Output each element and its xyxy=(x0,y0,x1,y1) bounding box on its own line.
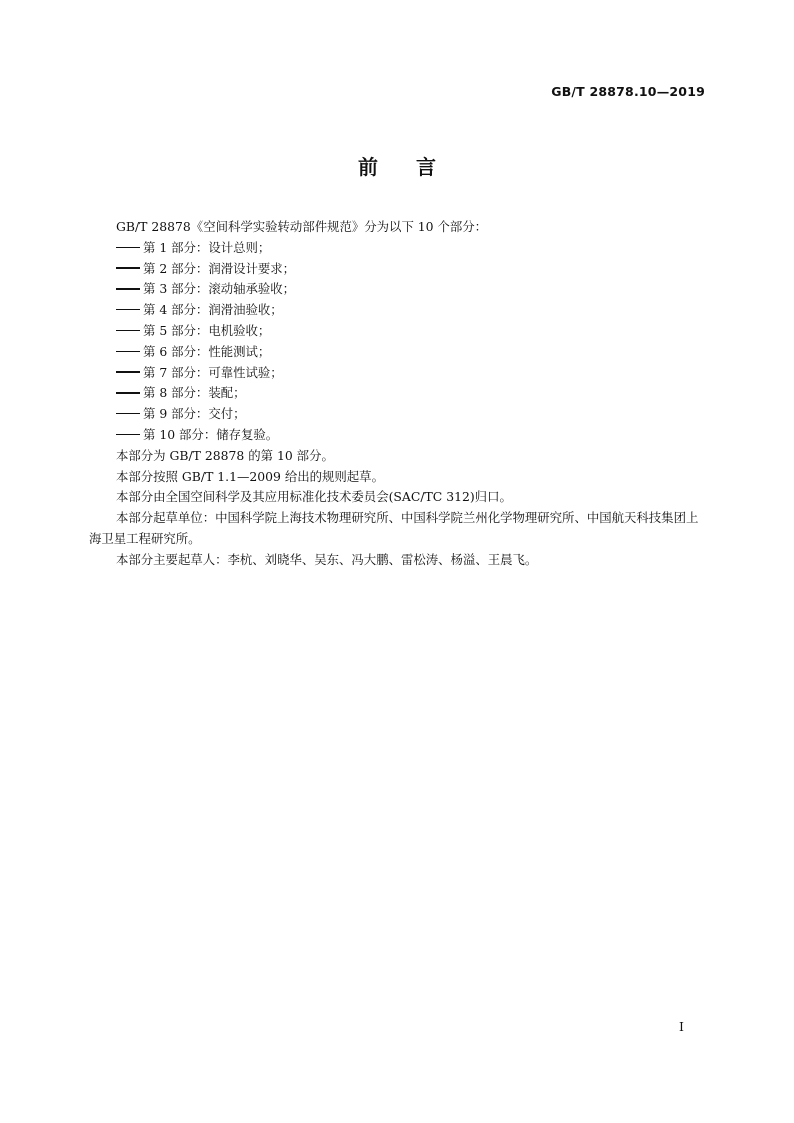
em-dash-mark xyxy=(116,392,140,394)
intro-paragraph: GB/T 28878《空间科学实验转动部件规范》分为以下 10 个部分： xyxy=(116,219,488,234)
list-item-label: 第 10 部分：储存复验。 xyxy=(143,426,279,442)
em-dash-mark xyxy=(116,247,140,249)
list-item-label: 第 6 部分：性能测试； xyxy=(143,343,271,359)
em-dash-mark xyxy=(116,413,140,415)
page-number: I xyxy=(679,1019,684,1034)
drafting-units-paragraph: 本部分起草单位：中国科学院上海技术物理研究所、中国科学院兰州化学物理研究所、中国航天科技集团上海卫星工程研究所。 xyxy=(89,510,699,546)
list-item-part-7 xyxy=(89,363,705,384)
em-dash-mark xyxy=(116,434,140,436)
list-item-part-9 xyxy=(89,404,705,425)
list-item-part-3 xyxy=(89,279,705,300)
list-item-label: 第 1 部分：设计总则； xyxy=(143,239,271,255)
em-dash-mark xyxy=(116,330,140,332)
list-item-part-6 xyxy=(89,342,705,363)
em-dash-mark xyxy=(116,309,140,311)
part-statement-paragraph: 本部分为 GB/T 28878 的第 10 部分。 xyxy=(116,447,334,463)
em-dash-mark xyxy=(116,288,140,290)
page-title: 前言 xyxy=(358,155,474,179)
list-item-part-8 xyxy=(89,383,705,404)
list-item-label: 第 2 部分：润滑设计要求； xyxy=(143,260,296,276)
list-item-label: 第 4 部分：润滑油验收； xyxy=(143,302,283,318)
standard-number: GB/T 28878.10—2019 xyxy=(551,84,705,99)
drafters-paragraph: 本部分主要起草人：李杭、刘晓华、吴东、冯大鹏、雷松涛、杨溢、王晨飞。 xyxy=(116,551,538,567)
list-item-label: 第 3 部分：滚动轴承验收； xyxy=(143,281,296,297)
list-item-part-2 xyxy=(89,259,705,280)
list-item-part-10 xyxy=(89,425,705,446)
list-item-part-5 xyxy=(89,321,705,342)
em-dash-mark xyxy=(116,351,140,353)
drafting-rules-paragraph: 本部分按照 GB/T 1.1—2009 给出的规则起草。 xyxy=(116,468,384,484)
list-item-label: 第 9 部分：交付； xyxy=(143,406,246,422)
em-dash-mark xyxy=(116,267,140,269)
list-item-label: 第 8 部分：装配； xyxy=(143,385,246,401)
list-item-part-4 xyxy=(89,300,705,321)
list-item-label: 第 7 部分：可靠性试验； xyxy=(143,364,283,380)
list-item-label: 第 5 部分：电机验收； xyxy=(143,322,271,338)
em-dash-mark xyxy=(116,371,140,373)
committee-paragraph: 本部分由全国空间科学及其应用标准化技术委员会(SAC/TC 312)归口。 xyxy=(116,489,512,505)
list-item-part-1 xyxy=(89,238,705,259)
foreword-body xyxy=(89,217,705,571)
